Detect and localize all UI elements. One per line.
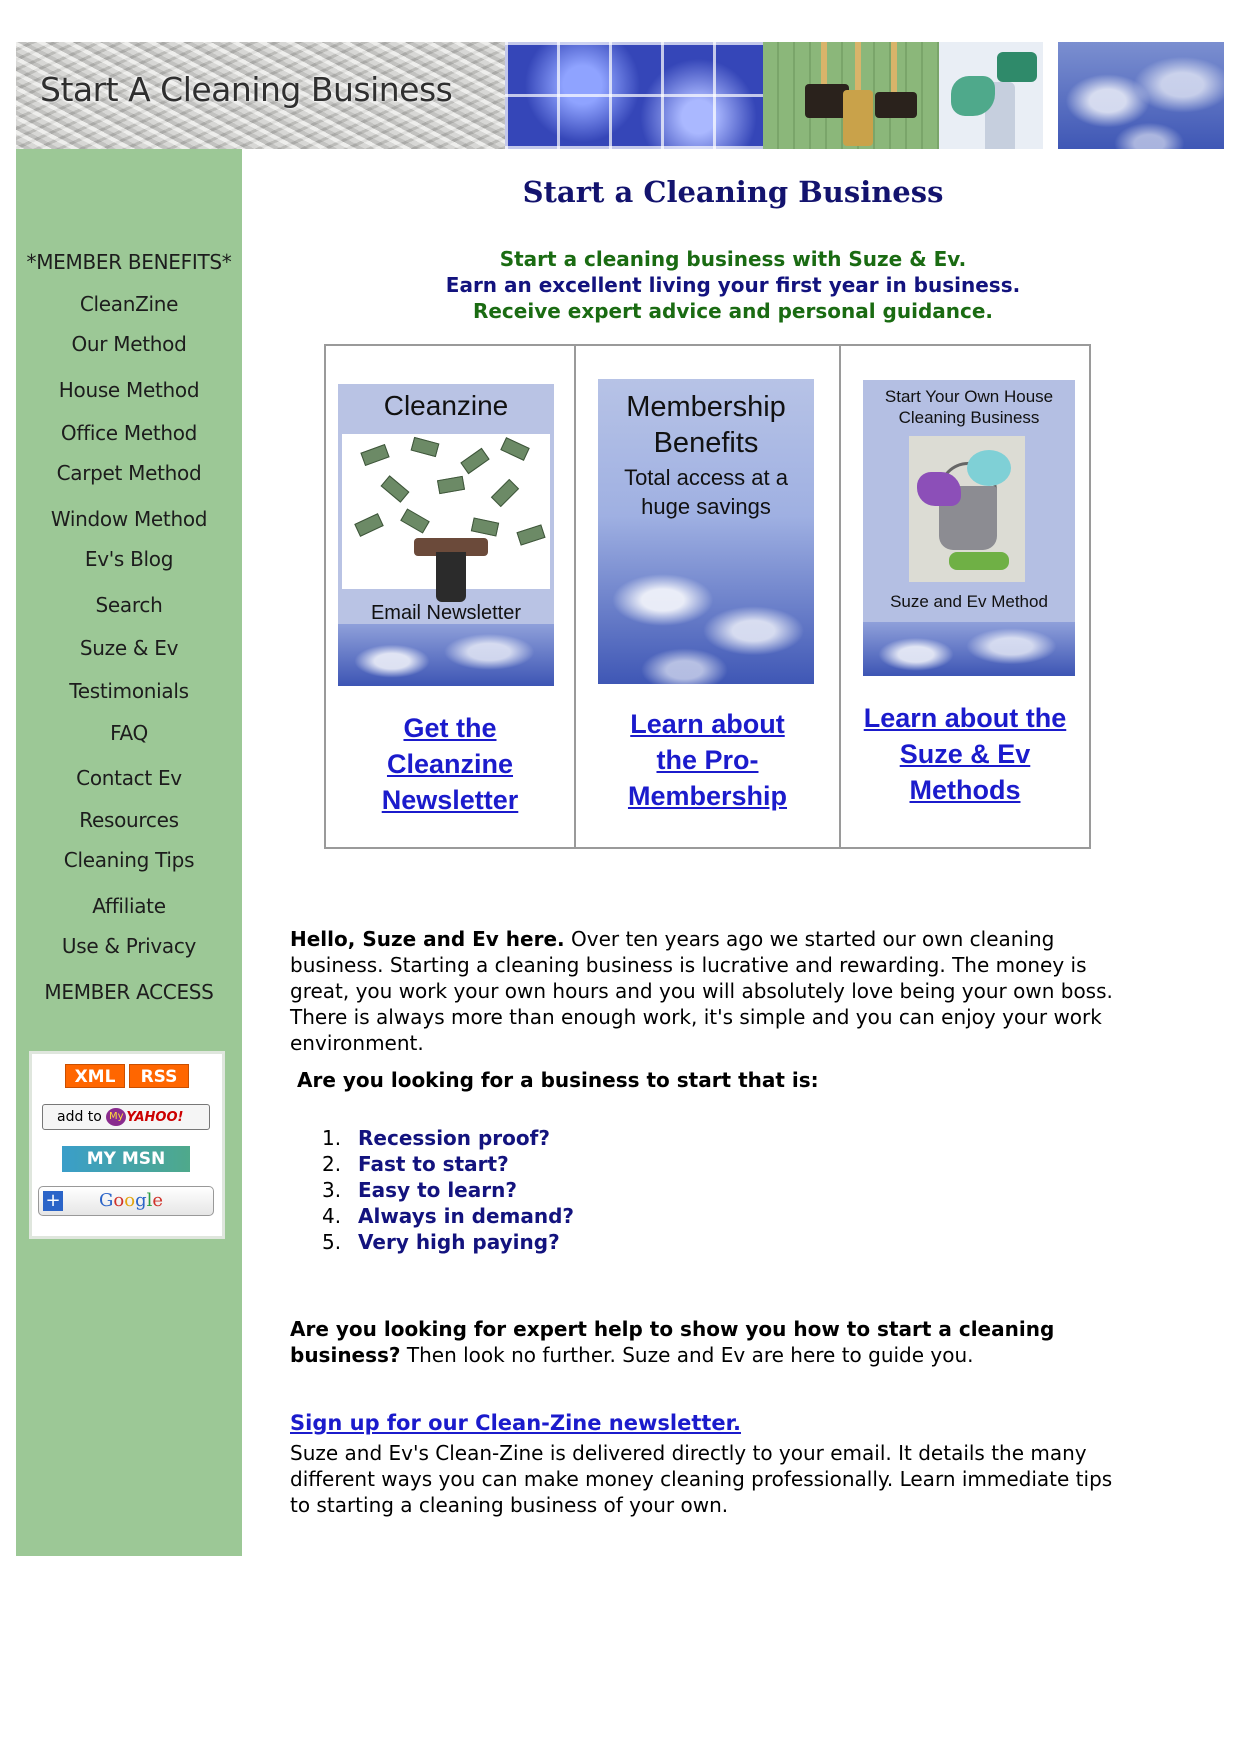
list-text: Recession proof? — [358, 1126, 550, 1150]
google-letter: e — [152, 1190, 164, 1211]
list-number: 5. — [322, 1230, 342, 1254]
sidebar-item-house-method[interactable]: House Method — [58, 378, 200, 402]
cleanzine-image[interactable] — [338, 384, 554, 686]
add-to-my-yahoo-button[interactable] — [42, 1104, 210, 1130]
expert-text: Then look no further. Suze and Ev are here to guide you. — [400, 1343, 974, 1367]
promo-cell-membership — [576, 346, 841, 847]
yahoo-prefix: add to — [57, 1109, 102, 1125]
link-line: Learn about — [630, 709, 785, 739]
list-item — [322, 1229, 574, 1255]
expert-paragraph — [290, 1316, 1120, 1368]
link-line: Membership — [627, 781, 788, 811]
list-number: 1. — [322, 1126, 342, 1150]
link-line: Get the — [403, 713, 497, 743]
sidebar-item-testimonials[interactable]: Testimonials — [69, 679, 189, 703]
link-line: Methods — [909, 775, 1021, 805]
google-letter: o — [113, 1190, 125, 1211]
membership-title-line: Benefits — [653, 427, 759, 459]
add-to-google-button[interactable] — [38, 1186, 214, 1216]
feed-subscribe-box — [29, 1051, 225, 1239]
money-vacuum-icon — [342, 434, 550, 589]
banner-brooms-image — [763, 42, 939, 149]
sidebar — [16, 149, 242, 1556]
sidebar-item-carpet-method[interactable]: Carpet Method — [56, 461, 202, 485]
signup-newsletter-link[interactable]: Sign up for our Clean-Zine newsletter. — [290, 1411, 741, 1435]
promo-table — [324, 344, 1091, 849]
membership-sub-line: Total access at a — [624, 465, 788, 490]
site-banner — [16, 42, 1224, 149]
sidebar-item-cleanzine[interactable]: CleanZine — [79, 292, 179, 316]
link-line: Newsletter — [381, 785, 519, 815]
sidebar-item-contact-ev[interactable]: Contact Ev — [76, 766, 182, 790]
sidebar-item-member-access[interactable]: MEMBER ACCESS — [44, 980, 214, 1004]
hello-paragraph — [290, 926, 1120, 1056]
list-number: 4. — [322, 1204, 342, 1228]
sidebar-item-member-benefits[interactable]: *MEMBER BENEFITS* — [26, 250, 232, 274]
methods-image-caption: Suze and Ev Method — [890, 592, 1048, 611]
hello-text: Over ten years ago we started our own cleaning business. Starting a cleaning business is lucrative and rewarding. The money is great, you work your own hours and you will absolutely love being your own boss. There is always more than enough work, it's simple and you can enjoy your work environment. — [290, 927, 1113, 1055]
sidebar-item-suze-ev[interactable]: Suze & Ev — [79, 636, 179, 660]
my-msn-button[interactable]: MY MSN — [62, 1146, 190, 1172]
membership-image-title — [598, 389, 814, 461]
banner-title: Start A Cleaning Business — [40, 70, 453, 109]
list-text: Very high paying? — [358, 1230, 560, 1254]
cleanzine-image-title: Cleanzine — [383, 390, 509, 421]
get-cleanzine-link[interactable] — [326, 710, 574, 818]
hello-bold: Hello, Suze and Ev here. — [290, 927, 565, 951]
list-number: 3. — [322, 1178, 342, 1202]
banner-spray-image — [939, 42, 1043, 149]
promo-cell-methods — [841, 346, 1089, 847]
link-line: Learn about the — [863, 703, 1067, 733]
rss-label: RSS — [129, 1064, 189, 1088]
banner-bubbles-image — [1058, 42, 1224, 149]
google-letter: l — [146, 1190, 153, 1211]
sidebar-item-our-method[interactable]: Our Method — [71, 332, 187, 356]
list-item — [322, 1125, 574, 1151]
list-number: 2. — [322, 1152, 342, 1176]
expert-bold: Are you looking for expert help to show you how to start a cleaning business? — [290, 1317, 1055, 1367]
sidebar-item-resources[interactable]: Resources — [79, 808, 179, 832]
sidebar-item-evs-blog[interactable]: Ev's Blog — [84, 547, 174, 571]
google-letter: o — [124, 1190, 136, 1211]
sidebar-item-affiliate[interactable]: Affiliate — [92, 894, 166, 918]
page-title: Start a Cleaning Business — [522, 175, 944, 209]
sidebar-item-window-method[interactable]: Window Method — [50, 507, 208, 531]
link-line: Cleanzine — [386, 749, 514, 779]
sidebar-item-use-privacy[interactable]: Use & Privacy — [61, 934, 197, 958]
sidebar-item-office-method[interactable]: Office Method — [60, 421, 198, 445]
cleanzine-description: Suze and Ev's Clean-Zine is delivered directly to your email. It details the many different ways you can make money cleaning professionally. Learn immediate tips to starting a cleaning business of your own. — [290, 1441, 1113, 1517]
list-text: Fast to start? — [358, 1152, 509, 1176]
yahoo-brand: YAHOO! — [126, 1110, 184, 1125]
cleanzine-image-caption: Email Newsletter — [370, 602, 522, 624]
banner-tiles-image — [505, 42, 763, 149]
methods-title-line: Cleaning Business — [898, 408, 1040, 427]
list-text: Easy to learn? — [358, 1178, 517, 1202]
google-letter: G — [99, 1190, 114, 1211]
sidebar-item-faq[interactable]: FAQ — [110, 721, 148, 745]
methods-title-line: Start Your Own House — [884, 387, 1054, 406]
intro-line-1: Start a cleaning business with Suze & Ev. — [499, 247, 967, 271]
membership-title-line: Membership — [626, 391, 786, 423]
list-text: Always in demand? — [358, 1204, 575, 1228]
my-yahoo-icon: My — [106, 1108, 126, 1126]
membership-sub-line: huge savings — [641, 494, 771, 519]
link-line: Suze & Ev — [899, 739, 1031, 769]
sidebar-item-cleaning-tips[interactable]: Cleaning Tips — [63, 848, 195, 872]
list-item — [322, 1203, 574, 1229]
learn-pro-membership-link[interactable] — [576, 706, 839, 814]
banner-rope-image — [16, 42, 505, 149]
learn-suze-ev-methods-link[interactable] — [841, 700, 1089, 808]
list-item — [322, 1177, 574, 1203]
intro-line-2: Earn an excellent living your first year in business. — [445, 273, 1021, 297]
question-list — [322, 1125, 574, 1255]
link-line: the Pro- — [656, 745, 759, 775]
membership-image[interactable] — [598, 379, 814, 684]
google-letter: g — [135, 1190, 147, 1211]
sidebar-item-search[interactable]: Search — [95, 593, 163, 617]
xml-rss-button[interactable] — [65, 1064, 189, 1088]
list-item — [322, 1151, 574, 1177]
membership-image-subtitle — [598, 463, 814, 521]
promo-cell-cleanzine — [326, 346, 576, 847]
question-heading: Are you looking for a business to start that is: — [297, 1068, 819, 1092]
intro-tagline — [242, 246, 1224, 324]
methods-image-title — [863, 386, 1075, 428]
intro-line-3: Receive expert advice and personal guidance. — [472, 299, 994, 323]
cleaning-bucket-icon — [909, 436, 1025, 582]
xml-label: XML — [65, 1064, 125, 1088]
plus-icon: + — [43, 1191, 63, 1211]
methods-image[interactable] — [863, 380, 1075, 676]
